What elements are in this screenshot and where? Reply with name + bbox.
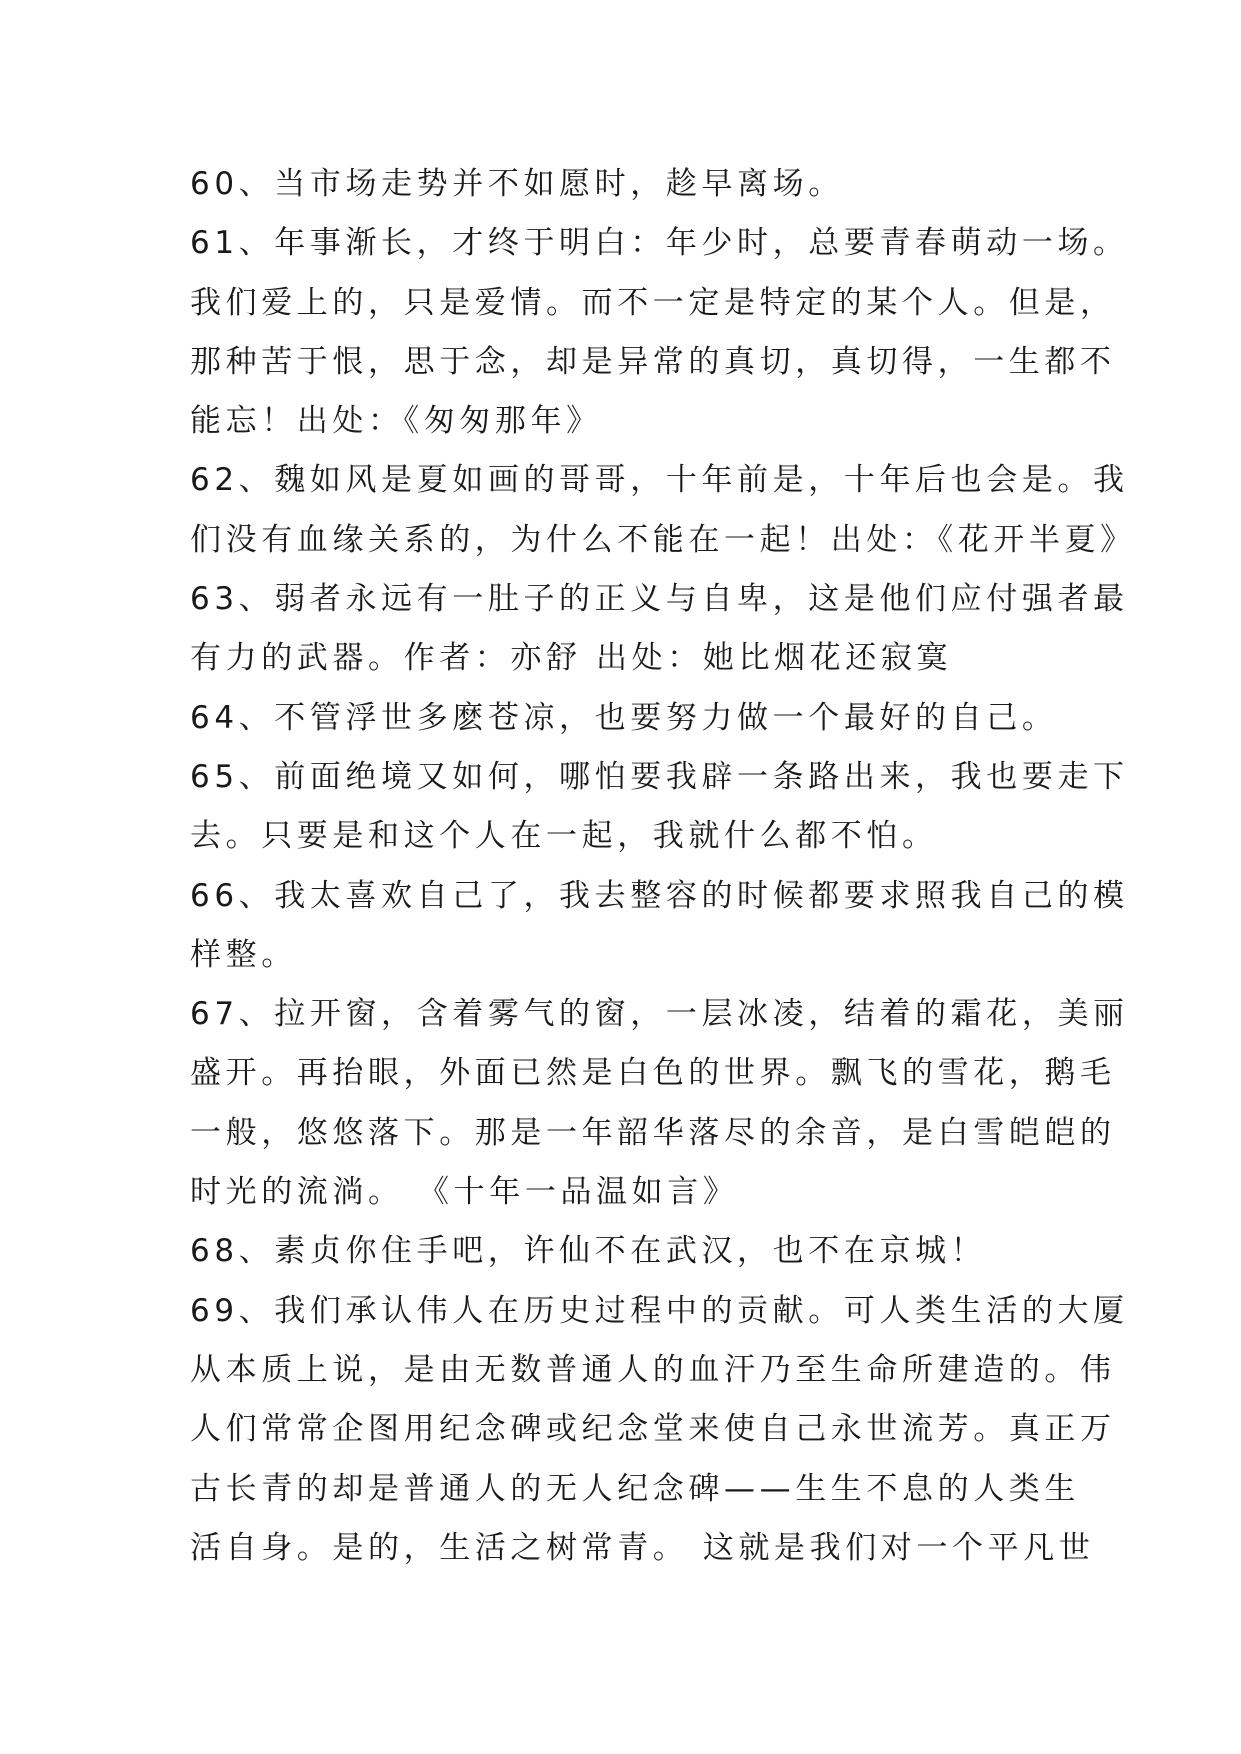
text-line: 67、拉开窗，含着雾气的窗，一层冰凌，结着的霜花，美丽: [190, 996, 1129, 1033]
text-line: 63、弱者永远有一肚子的正义与自卑，这是他们应付强者最: [190, 581, 1129, 618]
text-line: 人们常常企图用纪念碑或纪念堂来使自己永世流芳。真正万: [190, 1411, 1116, 1448]
document-body: [190, 155, 1136, 1578]
text-line: 65、前面绝境又如何，哪怕要我辟一条路出来，我也要走下: [190, 758, 1129, 795]
text-line: 们没有血缘关系的，为什么不能在一起！出处：《花开半夏》: [190, 521, 1136, 558]
text-line: 我们爱上的，只是爱情。而不一定是特定的某个人。但是，: [190, 284, 1116, 321]
text-line: 69、我们承认伟人在历史过程中的贡献。可人类生活的大厦: [190, 1292, 1129, 1329]
text-line: 66、我太喜欢自己了，我去整容的时候都要求照我自己的模: [190, 877, 1129, 914]
text-line: 64、不管浮世多麽苍凉，也要努力做一个最好的自己。: [190, 699, 1058, 736]
text-line: 那种苦于恨，思于念，却是异常的真切，真切得，一生都不: [190, 343, 1116, 380]
text-line: 活自身。是的，生活之树常青。 这就是我们对一个平凡世: [190, 1529, 1095, 1566]
text-line: 从本质上说，是由无数普通人的血汗乃至生命所建造的。伟: [190, 1351, 1116, 1388]
text-line: 样整。: [190, 936, 297, 973]
text-line: 时光的流淌。 《十年一品温如言》: [190, 1174, 739, 1211]
text-line: 古长青的却是普通人的无人纪念碑——生生不息的人类生: [190, 1470, 1080, 1507]
text-line: 盛开。再抬眼，外面已然是白色的世界。飘飞的雪花，鹅毛: [190, 1055, 1116, 1092]
text-line: 60、当市场走势并不如愿时，趁早离场。: [190, 166, 844, 202]
text-line: 一般，悠悠落下。那是一年韶华落尽的余音，是白雪皑皑的: [190, 1114, 1116, 1151]
text-line: 62、魏如风是夏如画的哥哥，十年前是，十年后也会是。我: [190, 462, 1129, 499]
text-line: 能忘！出处：《匆匆那年》: [190, 403, 602, 440]
text-line: 有力的武器。作者：亦舒 出处：她比烟花还寂寞: [190, 640, 953, 677]
text-line: 61、年事渐长，才终于明白：年少时，总要青春萌动一场。: [190, 225, 1129, 262]
text-line: 68、素贞你住手吧，许仙不在武汉，也不在京城！: [190, 1233, 987, 1270]
text-line: 去。只要是和这个人在一起，我就什么都不怕。: [190, 818, 938, 855]
